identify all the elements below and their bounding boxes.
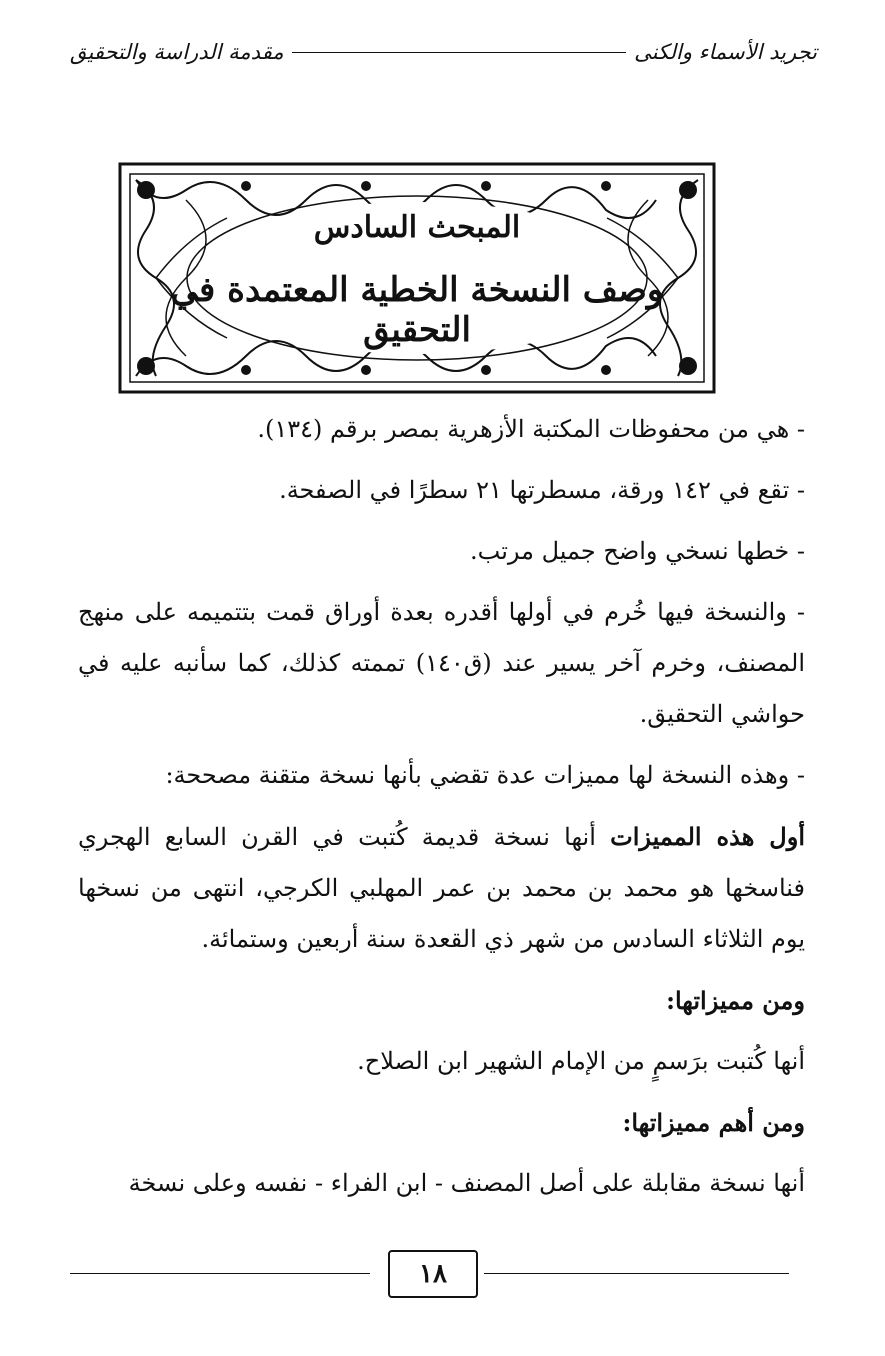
- page-number: ١٨: [419, 1259, 447, 1289]
- main-text: [78, 404, 805, 1219]
- paragraph-8: أنها نسخة مقابلة على أصل المصنف - ابن الفراء - نفسه وعلى نسخة: [128, 1169, 805, 1197]
- footer-rule-right: [484, 1273, 789, 1274]
- paragraph-3: - خطها نسخي واضح جميل مرتب.: [470, 537, 805, 565]
- header-book-title: تجريد الأسماء والكنى: [634, 40, 817, 64]
- page-number-box: [388, 1250, 478, 1298]
- first-feature-label: أول هذه المميزات: [610, 822, 805, 851]
- running-header: [70, 36, 817, 68]
- first-feature-text: أنها نسخة قديمة كُتبت في القرن السابع الهجري فناسخها هو محمد بن محمد بن عمر المهلبي الكرجي، انتهى من نسخها يوم الثلاثاء السادس من شهر ذي القعدة سنة أربعين وستمائة.: [78, 823, 805, 953]
- chapter-subtitle: وصف النسخة الخطية المعتمدة في التحقيق: [170, 270, 664, 350]
- subheading-main-features: ومن أهم مميزاتها:: [622, 1108, 805, 1137]
- paragraph-5: - وهذه النسخة لها مميزات عدة تقضي بأنها نسخة متقنة مصححة:: [165, 761, 805, 789]
- chapter-title-frame: [116, 160, 718, 396]
- page-footer: [70, 1246, 789, 1302]
- subheading-features: ومن مميزاتها:: [666, 986, 805, 1015]
- footer-rule-left: [70, 1273, 370, 1274]
- paragraph-1: - هي من محفوظات المكتبة الأزهرية بمصر برقم (١٣٤).: [257, 415, 805, 443]
- chapter-heading: المبحث السادس: [313, 210, 521, 245]
- paragraph-4: - والنسخة فيها خُرم في أولها أقدره بعدة أوراق قمت بتتميمه على منهج المصنف، وخرم آخر يسير عند (ق١٤٠) تممته كذلك، كما سأنبه عليه في حواشي التحقيق.: [78, 598, 805, 728]
- header-rule: [292, 52, 627, 53]
- paragraph-6: [78, 811, 805, 965]
- header-section-title: مقدمة الدراسة والتحقيق: [70, 40, 284, 64]
- paragraph-7: أنها كُتبت برَسمٍ من الإمام الشهير ابن الصلاح.: [357, 1047, 805, 1075]
- paragraph-2: - تقع في ١٤٢ ورقة، مسطرتها ٢١ سطرًا في الصفحة.: [279, 476, 805, 504]
